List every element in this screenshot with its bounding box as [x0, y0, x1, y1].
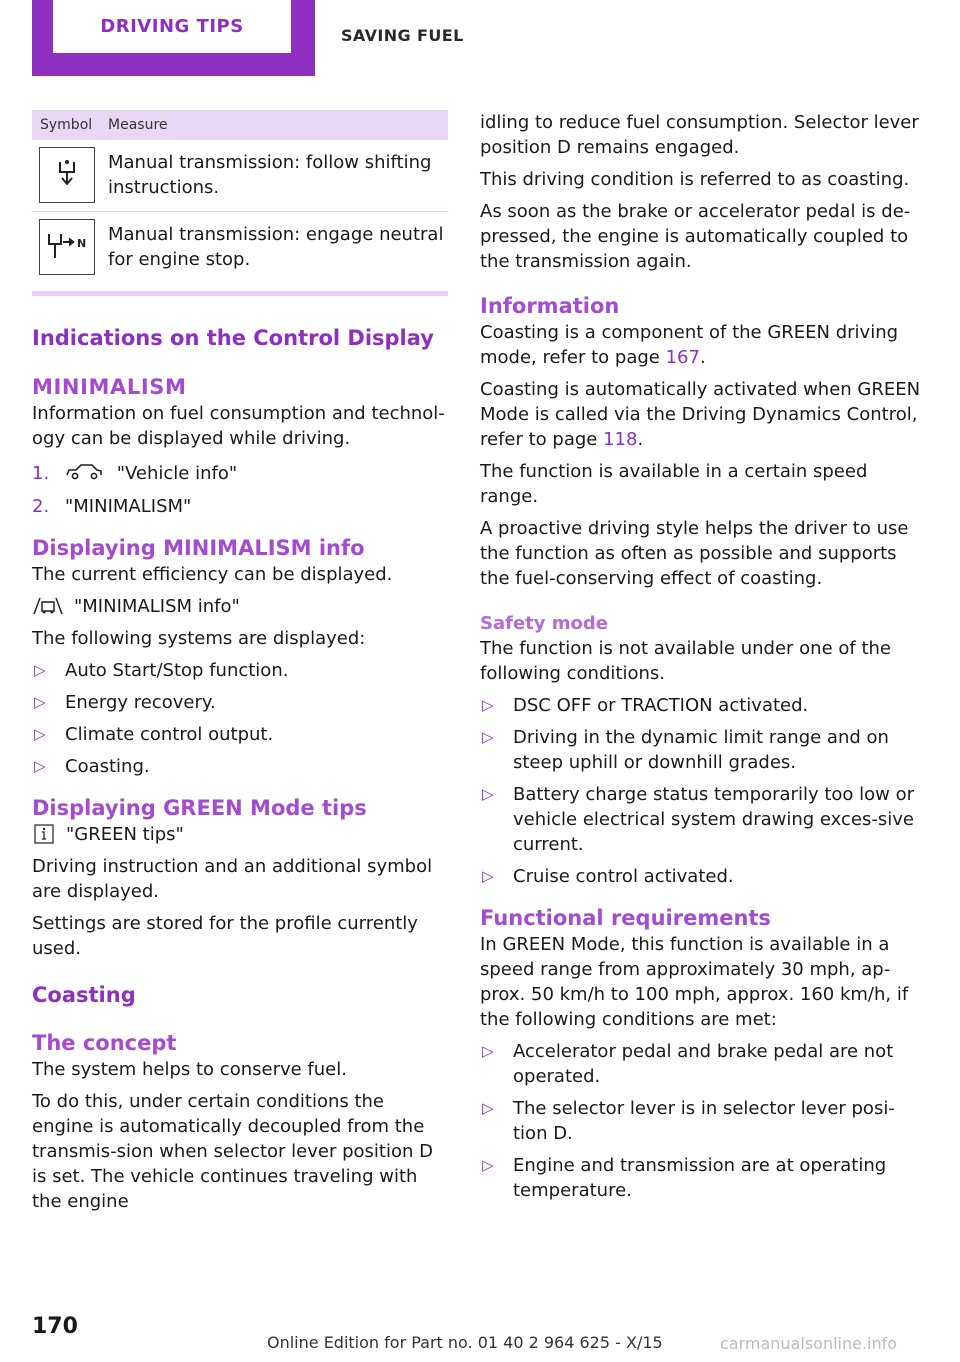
row-measure-text: Manual transmission: follow shifting instructions.	[108, 152, 432, 198]
page-link[interactable]: 167	[665, 347, 700, 368]
heading-minimalism: MINIMALISM	[32, 375, 187, 399]
paragraph: Coasting is automatically activated when GREEN Mode is called via the Driving Dynamics Control, refer to page 118.	[480, 379, 921, 450]
svg-text:N: N	[77, 237, 87, 250]
paragraph: Driving instruction and an additional symbol are displayed.	[32, 855, 433, 902]
steps-list	[32, 461, 448, 519]
heading-information: Information	[480, 294, 620, 318]
page-number: 170	[32, 1314, 78, 1339]
list-item: 1. "Vehicle info"	[32, 461, 448, 487]
table-row	[32, 212, 448, 283]
heading-green-tips: Displaying GREEN Mode tips	[32, 795, 367, 820]
requirements-list	[480, 1039, 928, 1203]
paragraph: In GREEN Mode, this function is available in a speed range from approximately 30 mph, ap‐prox. 50 km/h to 100 mph, approx. 160 km/h, if the following conditions are met:	[480, 934, 909, 1030]
heading-display-info: Displaying MINIMALISM info	[32, 535, 365, 560]
table-bottom-rule	[32, 291, 448, 296]
list-item: ▷ Coasting.	[34, 755, 150, 777]
paragraph: Settings are stored for the profile currently used.	[32, 912, 418, 959]
list-item: ▷ DSC OFF or TRACTION activated.	[482, 695, 809, 716]
list-item: 2. "MINIMALISM"	[32, 495, 192, 517]
heading-safety-mode: Safety mode	[480, 613, 608, 634]
table-header	[32, 110, 448, 140]
right-column	[480, 110, 928, 1210]
list-item: ▷ Driving in the dynamic limit range and on steep uphill or downhill grades.	[482, 727, 889, 773]
menu-path: "MINIMALISM info"	[32, 594, 448, 619]
paragraph: The following systems are displayed:	[32, 627, 366, 649]
page-link[interactable]: 118	[603, 429, 638, 450]
paragraph: The function is not available under one of the following conditions.	[480, 638, 891, 684]
gear-shift-icon	[39, 147, 95, 203]
paragraph: The system helps to conserve fuel.	[32, 1058, 347, 1080]
col-header-symbol: Symbol	[40, 117, 93, 133]
list-item: ▷ Energy recovery.	[34, 691, 216, 713]
paragraph: idling to reduce fuel consumption. Selector lever position D remains engaged.	[480, 112, 919, 158]
car-icon	[65, 462, 105, 487]
heading-coasting: Coasting	[32, 982, 136, 1007]
list-item: ▷ Auto Start/Stop function.	[34, 659, 289, 681]
efficiency-gauge-icon	[32, 596, 64, 616]
info-icon	[32, 824, 56, 844]
paragraph: A proactive driving style helps the driver to use the function as often as possible and supports the fuel-conserving effect of coasting.	[480, 518, 909, 589]
paragraph: To do this, under certain conditions the engine is automatically decoupled from the transmis‐sion when selector lever position D is set. The vehicle continues traveling with the engine	[32, 1090, 433, 1212]
paragraph: This driving condition is referred to as coasting.	[480, 169, 910, 190]
safety-list	[480, 693, 928, 889]
chapter-tab	[53, 0, 291, 53]
heading-control-display: Indications on the Control Display	[32, 326, 434, 350]
watermark: carmanualsonline.info	[720, 1334, 898, 1353]
paragraph: The function is available in a certain speed range.	[480, 461, 868, 507]
left-column	[32, 110, 448, 1221]
edition-footer: Online Edition for Part no. 01 40 2 964 625 - X/15	[267, 1333, 663, 1352]
symbol-table	[32, 110, 448, 296]
gear-neutral-icon	[39, 219, 95, 275]
paragraph: As soon as the brake or accelerator pedal is de‐pressed, the engine is automatically coupled to the transmission again.	[480, 201, 911, 272]
systems-list	[32, 658, 448, 779]
heading-requirements: Functional requirements	[480, 906, 771, 930]
list-item: ▷ Cruise control activated.	[482, 866, 734, 887]
table-row	[32, 140, 448, 212]
row-measure-text: Manual transmission: engage neutral for engine stop.	[108, 224, 444, 270]
menu-path: "GREEN tips"	[32, 822, 448, 847]
paragraph: Information on fuel consumption and technol‐ogy can be displayed while driving.	[32, 403, 445, 449]
list-item: ▷ Accelerator pedal and brake pedal are not operated.	[482, 1041, 894, 1087]
list-item: ▷ Battery charge status temporarily too low or vehicle electrical system drawing exces‐sive current.	[482, 784, 915, 855]
col-header-measure: Measure	[108, 117, 168, 133]
list-item: ▷ Engine and transmission are at operating temperature.	[482, 1155, 887, 1201]
section-title: SAVING FUEL	[341, 26, 464, 45]
chapter-title: DRIVING TIPS	[100, 16, 244, 37]
list-item: ▷ The selector lever is in selector lever posi‐tion D.	[482, 1098, 895, 1144]
paragraph: Coasting is a component of the GREEN driving mode, refer to page 167.	[480, 322, 899, 368]
list-item: ▷ Climate control output.	[34, 723, 274, 745]
heading-concept: The concept	[32, 1030, 177, 1055]
paragraph: The current efficiency can be displayed.	[32, 563, 393, 585]
